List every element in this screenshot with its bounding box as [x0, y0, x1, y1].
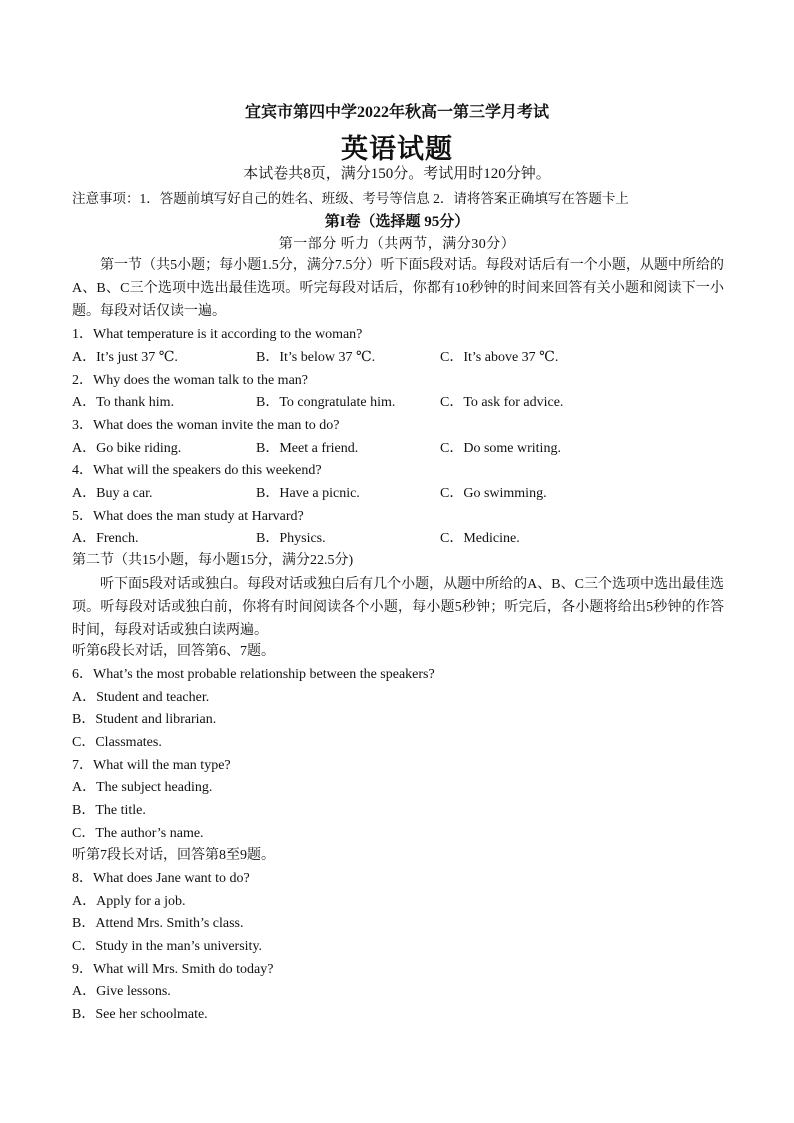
- option-c: C．Go swimming.: [440, 486, 547, 501]
- option-a: A．The subject heading.: [72, 780, 213, 795]
- option-b: B．To congratulate him.: [256, 395, 396, 410]
- exam-info: 本试卷共8页，满分150分。考试用时120分钟。: [243, 166, 551, 182]
- question-text: 9．What will Mrs. Smith do today?: [72, 962, 274, 977]
- volume-heading: 第I卷（选择题 95分）: [324, 214, 470, 230]
- dialogue-intro: 听第7段长对话，回答第8至9题。: [72, 848, 275, 863]
- question-text: 6．What’s the most probable relationship between the speakers?: [72, 667, 435, 682]
- option-b: B．Student and librarian.: [72, 712, 217, 727]
- dialogue-intro: 听第6段长对话，回答第6、7题。: [72, 644, 275, 659]
- option-c: C．Do some writing.: [440, 441, 561, 456]
- question-text: 5．What does the man study at Harvard?: [72, 509, 304, 524]
- question-text: 3．What does the woman invite the man to do?: [72, 418, 340, 433]
- option-b: B．The title.: [72, 803, 146, 818]
- question-text: 1．What temperature is it according to the woman?: [72, 327, 363, 342]
- question-text: 4．What will the speakers do this weekend?: [72, 463, 322, 478]
- option-c: C．Medicine.: [440, 531, 520, 546]
- option-a: A．Buy a car.: [72, 486, 153, 501]
- option-c: C．To ask for advice.: [440, 395, 564, 410]
- option-a: A．To thank him.: [72, 395, 175, 410]
- option-c: C．Classmates.: [72, 735, 162, 750]
- option-a: A．Student and teacher.: [72, 690, 210, 705]
- question-text: 2．Why does the woman talk to the man?: [72, 373, 308, 388]
- subject-title: 英语试题: [341, 134, 453, 164]
- option-a: A．Give lessons.: [72, 984, 171, 999]
- section1-instructions: 第一节（共5小题；每小题1.5分，满分7.5分）听下面5段对话。每段对话后有一个小题，从题中所给的A、B、C三个选项中选出最佳选项。听完每段对话后，你都有10秒钟的时间来回答有关小题和阅读下一小题。每段对话仅读一遍。: [72, 258, 724, 319]
- option-b: B．Have a picnic.: [256, 486, 360, 501]
- option-a: A．French.: [72, 531, 139, 546]
- option-c: C．The author’s name.: [72, 826, 204, 841]
- question-text: 8．What does Jane want to do?: [72, 871, 250, 886]
- option-a: A．Go bike riding.: [72, 441, 182, 456]
- question-text: 7．What will the man type?: [72, 758, 231, 773]
- option-a: A．Apply for a job.: [72, 894, 186, 909]
- option-b: B．Meet a friend.: [256, 441, 359, 456]
- option-a: A．It’s just 37 ℃.: [72, 350, 178, 365]
- notice-line: 注意事项：1．答题前填写好自己的姓名、班级、考号等信息 2．请将答案正确填写在答题卡上: [72, 191, 629, 206]
- option-c: C．Study in the man’s university.: [72, 939, 263, 954]
- school-exam-title: 宜宾市第四中学2022年秋高一第三学月考试: [244, 104, 549, 121]
- option-b: B．It’s below 37 ℃.: [256, 350, 376, 365]
- option-b: B．Attend Mrs. Smith’s class.: [72, 916, 244, 931]
- option-b: B．See her schoolmate.: [72, 1007, 208, 1022]
- section2-instructions: 听下面5段对话或独白。每段对话或独白后有几个小题，从题中所给的A、B、C三个选项中选出最佳选项。听每段对话或独白前，你将有时间阅读各个小题，每小题5秒钟；听完后，各小题将给出5秒钟的作答时间，每段对话或独白读两遍。: [72, 577, 724, 638]
- option-c: C．It’s above 37 ℃.: [440, 350, 559, 365]
- part-heading: 第一部分 听力（共两节，满分30分）: [278, 237, 516, 252]
- section2-title: 第二节（共15小题，每小题15分，满分22.5分): [72, 553, 354, 568]
- option-b: B．Physics.: [256, 531, 326, 546]
